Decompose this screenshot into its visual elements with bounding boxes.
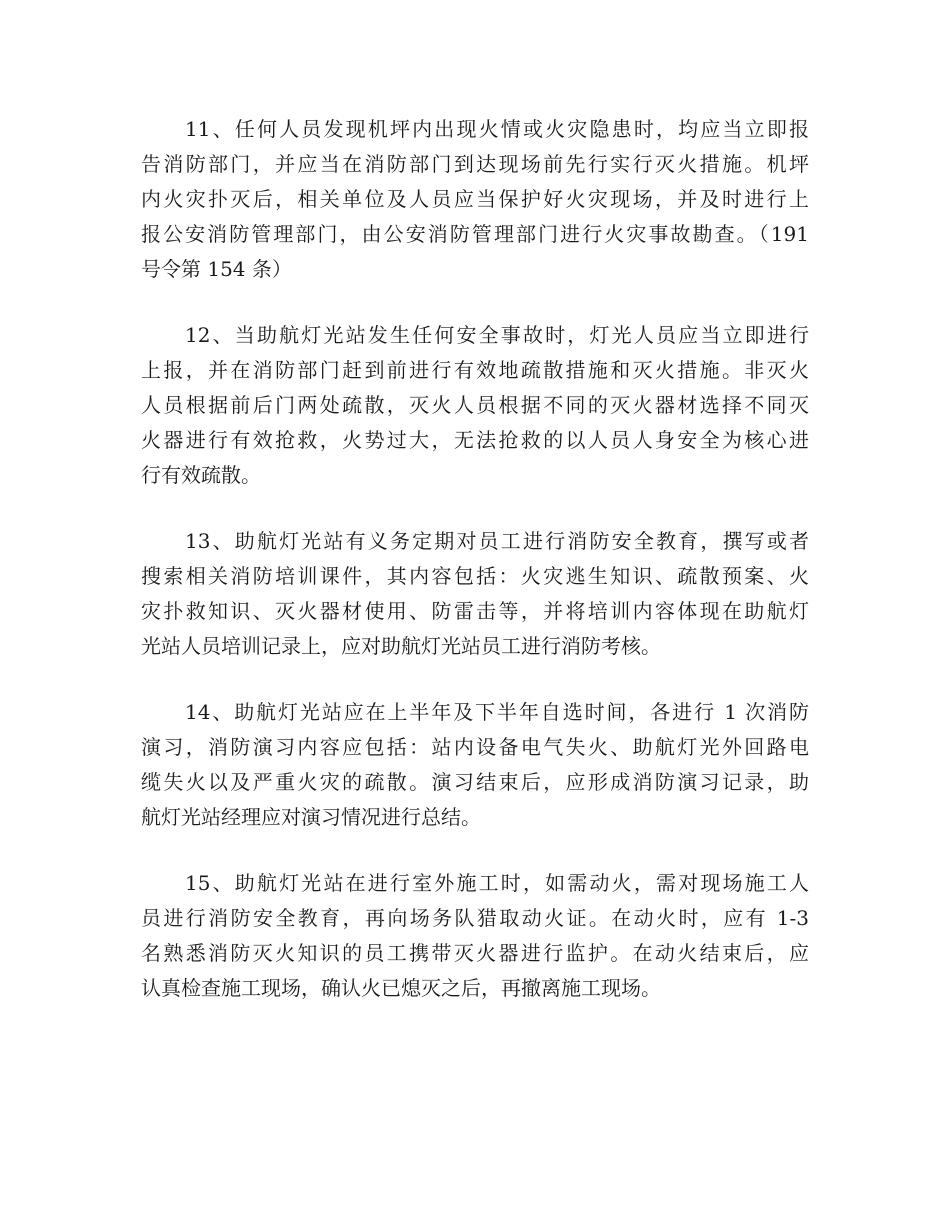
paragraph-line: 航灯光站经理应对演习情况进行总结。 xyxy=(141,805,481,829)
paragraph-line: 光站人员培训记录上，应对助航灯光站员工进行消防考核。 xyxy=(141,634,661,658)
paragraph-line: 名熟悉消防灭火知识的员工携带灭火器进行监护。在动火结束后，应 xyxy=(141,941,809,965)
paragraph-line: 员进行消防安全教育，再向场务队猎取动火证。在动火时，应有 1-3 xyxy=(141,906,809,930)
document-body xyxy=(141,112,809,1037)
paragraph-line: 演习，消防演习内容应包括：站内设备电气失火、助航灯光外回路电 xyxy=(141,735,809,759)
paragraph-line: 行有效疏散。 xyxy=(141,463,261,487)
paragraph-line: 灾扑救知识、灭火器材使用、防雷击等，并将培训内容体现在助航灯 xyxy=(141,599,809,623)
paragraph-line: 14、助航灯光站应在上半年及下半年自选时间，各进行 1 次消防 xyxy=(185,700,809,724)
paragraph-line: 号令第 154 条） xyxy=(141,257,292,281)
paragraph-line: 告消防部门，并应当在消防部门到达现场前先行实行灭火措施。机坪 xyxy=(141,152,809,176)
paragraph-15 xyxy=(141,866,809,1006)
paragraph-line: 搜索相关消防培训课件，其内容包括：火灾逃生知识、疏散预案、火 xyxy=(141,564,809,588)
paragraph-line: 缆失火以及严重火灾的疏散。演习结束后，应形成消防演习记录，助 xyxy=(141,770,809,794)
paragraph-line: 上报，并在消防部门赶到前进行有效地疏散措施和灭火措施。非灭火 xyxy=(141,358,809,382)
paragraph-line: 11、任何人员发现机坪内出现火情或火灾隐患时，均应当立即报 xyxy=(185,117,809,141)
paragraph-11 xyxy=(141,112,809,287)
paragraph-line: 认真检查施工现场，确认火已熄灭之后，再撤离施工现场。 xyxy=(141,976,661,1000)
paragraph-12 xyxy=(141,318,809,493)
paragraph-line: 报公安消防管理部门，由公安消防管理部门进行火灾事故勘查。（191 xyxy=(141,222,809,246)
paragraph-line: 人员根据前后门两处疏散，灭火人员根据不同的灭火器材选择不同灭 xyxy=(141,393,809,417)
paragraph-line: 13、助航灯光站有义务定期对员工进行消防安全教育，撰写或者 xyxy=(185,529,809,553)
paragraph-line: 15、助航灯光站在进行室外施工时，如需动火，需对现场施工人 xyxy=(185,871,809,895)
paragraph-14 xyxy=(141,695,809,835)
paragraph-line: 内火灾扑灭后，相关单位及人员应当保护好火灾现场，并及时进行上 xyxy=(141,187,809,211)
paragraph-line: 火器进行有效抢救，火势过大，无法抢救的以人员人身安全为核心进 xyxy=(141,428,809,452)
paragraph-13 xyxy=(141,524,809,664)
paragraph-line: 12、当助航灯光站发生任何安全事故时，灯光人员应当立即进行 xyxy=(185,323,809,347)
